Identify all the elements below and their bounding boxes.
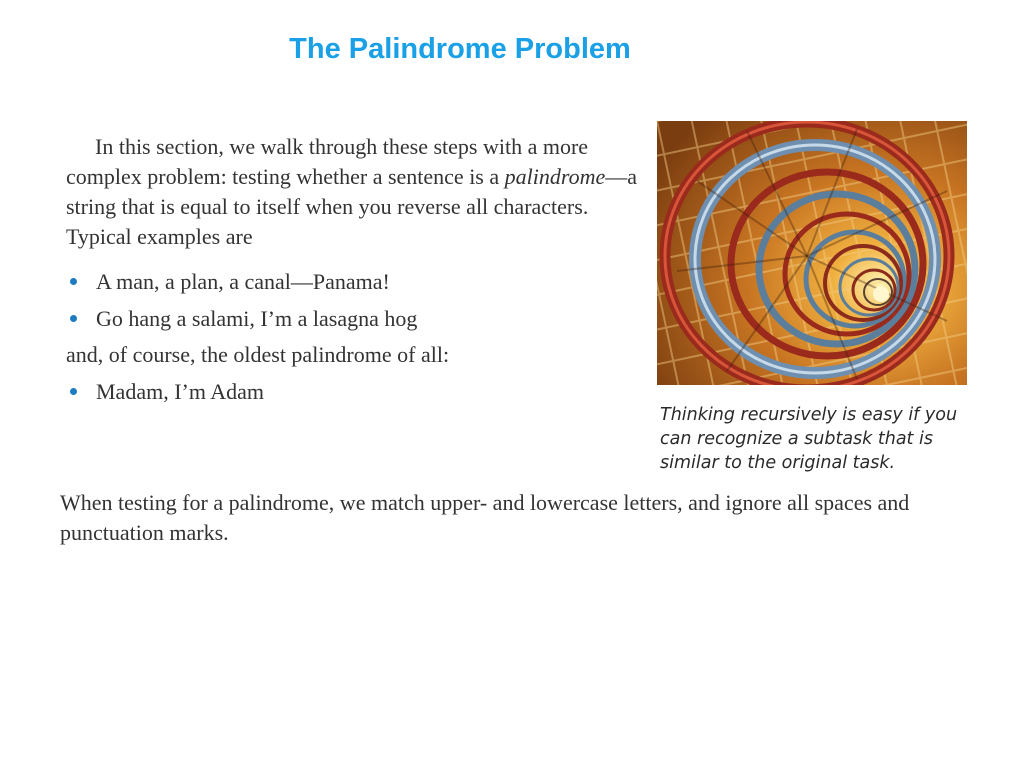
intro-text-start: In this section, we walk through these steps with a more complex problem: testing whether a sentence is a <box>66 134 589 189</box>
bullet-dot-icon <box>70 278 77 285</box>
list-item <box>66 300 417 337</box>
closing-paragraph: When testing for a palindrome, we match upper- and lowercase letters, and ignore all spaces and punctuation marks. <box>60 490 910 545</box>
examples-list <box>66 263 417 337</box>
slide-title: The Palindrome Problem <box>289 33 631 65</box>
bullet-dot-icon <box>70 388 77 395</box>
palindrome-term: palindrome <box>504 164 606 189</box>
list-item <box>66 373 264 410</box>
intro-paragraph <box>66 132 646 252</box>
image-caption: Thinking recursively is easy if you can recognize a subtask that is similar to the original task. <box>660 405 958 473</box>
list-item <box>66 263 417 300</box>
intro-text-end: —a string that is equal to itself when you reverse all characters. Typical examples are <box>66 164 638 249</box>
bridge-text: and, of course, the oldest palindrome of all: <box>66 342 450 367</box>
oldest-example-list <box>66 373 264 410</box>
spiral-staircase-image <box>657 121 967 385</box>
bullet-dot-icon <box>70 315 77 322</box>
example-text: A man, a plan, a canal—Panama! <box>96 269 390 294</box>
example-text: Madam, I’m Adam <box>96 379 265 404</box>
example-text: Go hang a salami, I’m a lasagna hog <box>96 306 418 331</box>
